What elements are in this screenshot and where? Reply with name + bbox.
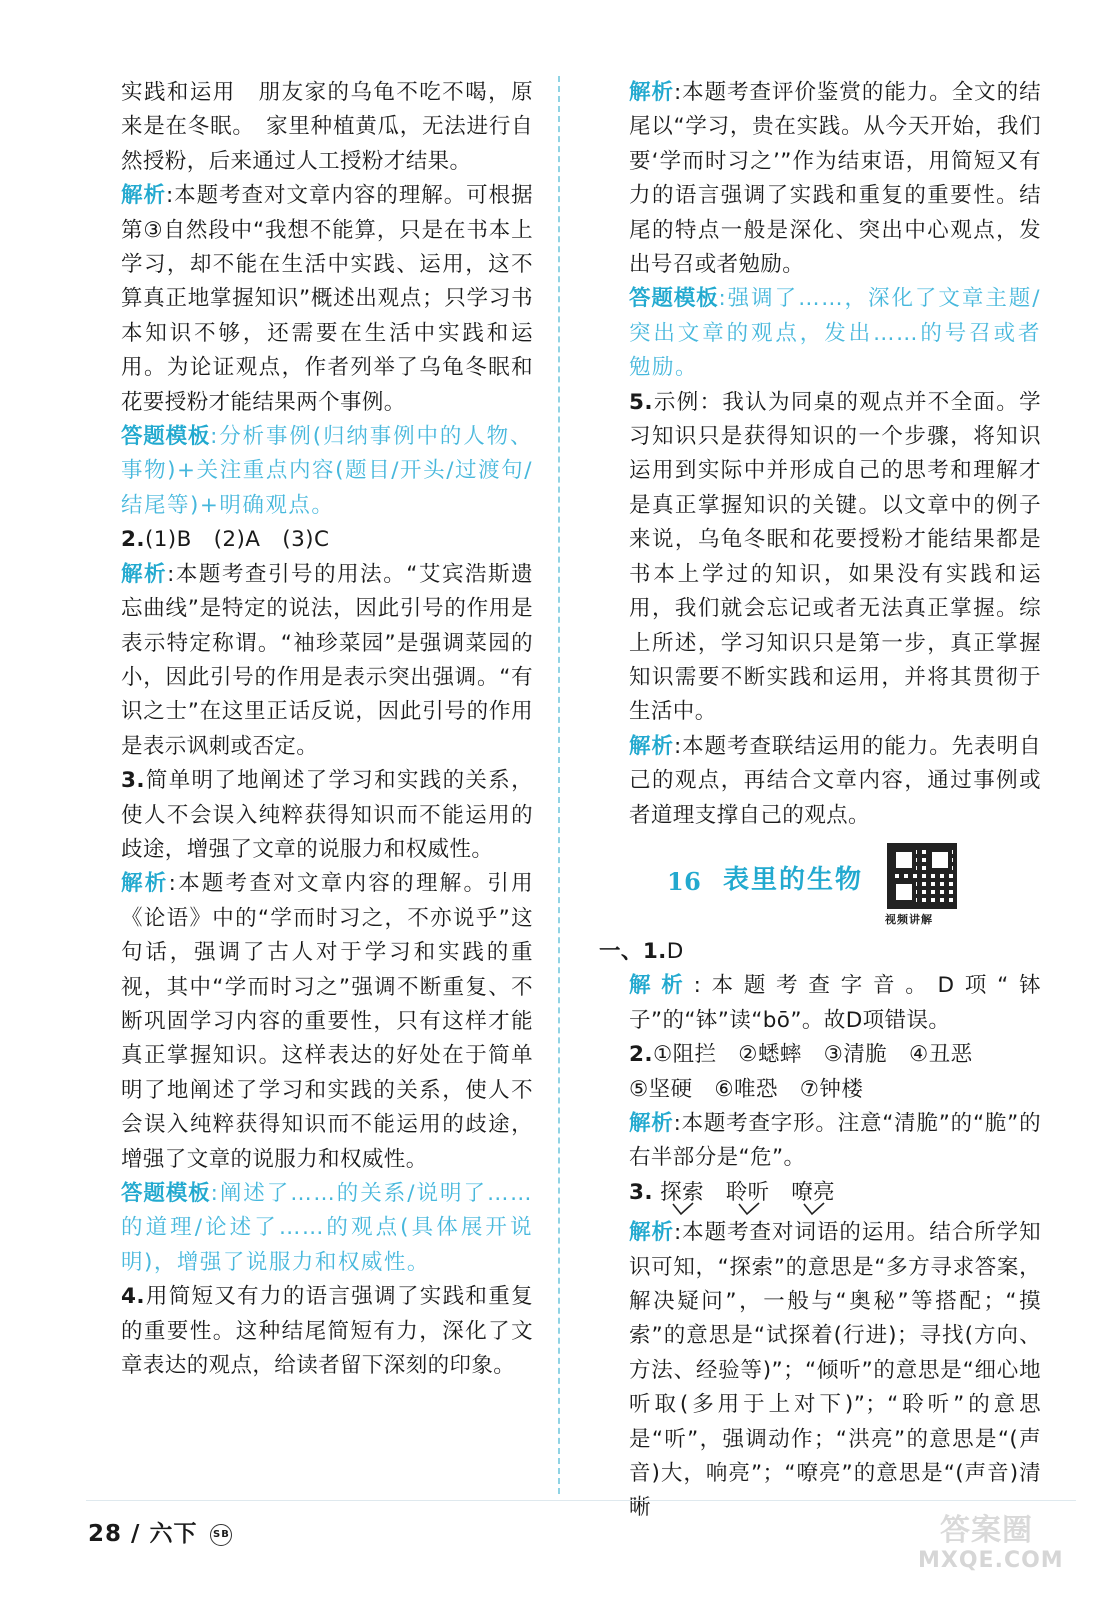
question-number: 2. [629,1042,653,1068]
template-text: :阐述了……的关系/说明了……的道理/论述了……的观点(具体展开说明)，增强了说服力和权威性。 [121,1181,533,1275]
qr-code-icon[interactable] [887,843,957,909]
template-block [121,420,533,523]
choice-word [791,1176,835,1210]
page-footer [88,1515,232,1548]
template-label: 答题模板 [121,1181,211,1206]
analysis-block [629,730,1041,833]
template-label: 答题模板 [121,424,211,450]
question-4 [121,1280,533,1383]
analysis-block [629,969,1041,1038]
question-3-choices [629,1176,1041,1216]
question-number: 1. [642,938,667,964]
choice-word [726,1176,770,1210]
analysis-text: :本题考查对文章内容的理解。可根据第③自然段中“我想不能算，只是在书本上学习，却不能在生活中实践、运用，这不算真正地掌握知识”概述出观点；只学习书本知识不够，还需要在生活中实践和运用。为论证观点，作者列举了乌龟冬眠和花要授粉才能结果两个事例。 [121,183,533,415]
question-5 [629,386,1041,730]
watermark-logo: 答案圈 [940,1513,1033,1548]
analysis-text: :本题考查对文章内容的理解。引用《论语》中的“学而时习之，不亦说乎”这句话，强调了古人对于学习和实践的重视，其中“学而时习之”强调不断重复、不断巩固学习内容的重要性，只有这样才能真正掌握知识。这样表达的好处在于简单明了地阐述了学习和实践的关系，使人不会误入纯粹获得知识而不能运用的歧途，增强了文章的说服力和权威性。 [121,871,533,1172]
footer-rule [86,1500,1076,1501]
question-number: 5. [629,389,653,415]
answer-text: ①阻拦 ②蟋蟀 ③清脆 ④丑恶 [652,1042,973,1068]
analysis-block [629,1107,1041,1176]
template-text: :强调了……，深化了文章主题/突出文章的观点，发出……的号召或者勉励。 [629,286,1041,381]
analysis-text: :本题考查联结运用的能力。先表明自己的观点，再结合文章内容，通过事例或者道理支撑自己的观点。 [629,733,1041,828]
footer-separator: / [131,1521,141,1547]
choice-word [660,1176,704,1210]
answer-text: 用简短又有力的语言强调了实践和重复的重要性。这种结尾简短有力，深化了文章表达的观点，给读者留下深刻的印象。 [121,1284,533,1379]
template-text: :分析事例(归纳事例中的人物、事物)+关注重点内容(题目/开头/过渡句/结尾等)+明确观点。 [121,424,533,518]
template-label: 答题模板 [629,286,719,312]
answer-text: D [666,938,684,964]
lesson-number: 16 [667,866,702,896]
grade-label: 六下 [149,1521,198,1547]
choice-word-text: 探索 [660,1179,704,1205]
question-2-words-cont: ⑤坚硬 ⑥唯恐 ⑦钟楼 [629,1076,864,1102]
watermark-url: MXQE.COM [918,1548,1064,1573]
check-mark-icon [803,1202,825,1216]
right-column [599,76,1041,1526]
choice-word-text: 嘹亮 [791,1179,836,1205]
analysis-block [121,558,533,764]
question-number: 3. [629,1179,653,1205]
analysis-label: 解析 [121,561,168,587]
answer-text: 示例：我认为同桌的观点并不全面。学习知识只是获得知识的一个步骤，将知识运用到实际中并形成自己的思考和理解才是真正掌握知识的关键。以文章中的例子来说，乌龟冬眠和花要授粉才能结果都是书本上学过的知识，如果没有实践和运用，我们就会忘记或者无法真正掌握。综上所述，学习知识只是第一步，真正掌握知识需要不断实践和运用，并将其贯彻于生活中。 [629,389,1041,725]
question-number: 3. [121,768,145,794]
analysis-label: 解析 [629,1110,674,1136]
edition-badge: SB [210,1524,232,1546]
analysis-label: 解析 [629,1220,674,1246]
template-block [629,282,1041,385]
lesson-title: 表里的生物 [723,864,864,895]
analysis-label: 解析 [629,973,694,999]
lesson-header [629,843,1041,935]
analysis-block [629,76,1041,282]
check-mark-icon [738,1202,760,1216]
question-3 [121,764,533,867]
answer-paragraph: 实践和运用 朋友家的乌龟不吃不喝，原来是在冬眠。 家里种植黄瓜，无法进行自然授粉，后来通过人工授粉才结果。 [121,80,533,174]
answer-text: 简单明了地阐述了学习和实践的关系，使人不会误入纯粹获得知识而不能运用的歧途，增强了文章的说服力和权威性。 [121,768,533,862]
qr-caption: 视频讲解 [885,912,933,926]
answer-text: (1)B (2)A (3)C [144,527,330,553]
check-mark-icon [672,1202,694,1216]
analysis-text: :本题考查字形。注意“清脆”的“脆”的右半部分是“危”。 [629,1110,1041,1171]
column-divider [558,76,560,1494]
analysis-label: 解析 [629,733,674,759]
question-number: 4. [121,1284,145,1310]
analysis-text: :本题考查字音。D项“钵子”的“钵”读“bō”。故D项错误。 [629,973,1041,1033]
question-2 [121,523,533,557]
left-column [121,76,533,1383]
analysis-text: :本题考查引号的用法。“艾宾浩斯遗忘曲线”是特定的说法，因此引号的作用是表示特定称谓。“袖珍菜园”是强调菜园的小，因此引号的作用是表示突出强调。“有识之士”在这里正话反说，因此引号的作用是表示讽刺或否定。 [121,561,533,759]
analysis-text: :本题考查对词语的运用。结合所学知识可知，“探索”的意思是“多方寻求答案，解决疑问”，一般与“奥秘”等搭配；“摸索”的意思是“试探着(行进)；寻找(方向、方法、经验等)”；“倾听”的意思是“细心地听取(多用于上对下)”；“聆听”的意思是“听”，强调动作；“洪亮”的意思是“(声音)大，响亮”；“嘹亮”的意思是“(声音)清晰 [629,1220,1041,1521]
analysis-block [629,1216,1041,1526]
page-number: 28 [88,1521,123,1547]
analysis-label: 解析 [121,871,169,897]
analysis-block [121,179,533,420]
question-2-words [629,1038,1041,1072]
analysis-label: 解析 [629,80,674,105]
analysis-label: 解析 [121,183,166,209]
question-number: 2. [121,527,145,553]
section-1-question-1 [599,935,1041,969]
analysis-text: :本题考查评价鉴赏的能力。全文的结尾以“学习，贵在实践。从今天开始，我们要‘学而时习之’”作为结束语，用简短又有力的语言强调了实践和重复的重要性。结尾的特点一般是深化、突出中心观点，发出号召或者勉励。 [629,80,1041,278]
analysis-block [121,867,533,1177]
template-block [121,1177,533,1280]
section-lead: 一、 [599,938,643,964]
choice-word-text: 聆听 [725,1179,770,1205]
